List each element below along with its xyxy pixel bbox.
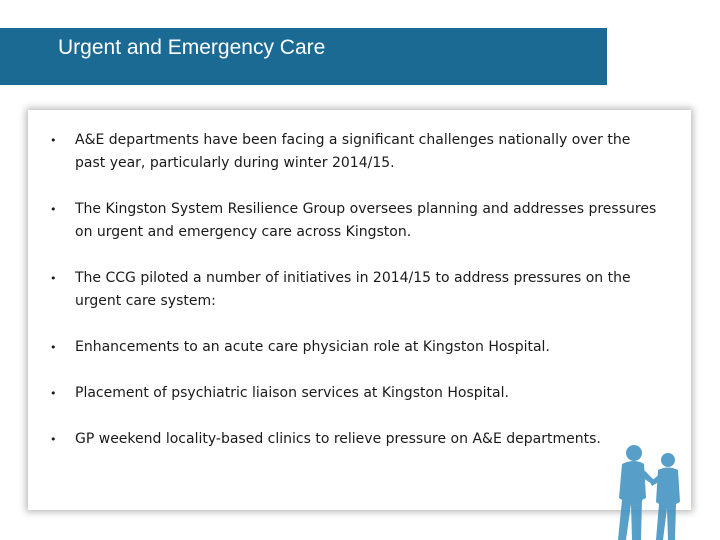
bullet-dot-icon: •: [50, 203, 57, 216]
bullet-text: A&E departments have been facing a significant challenges nationally over the past year, particularly during winter 2014/15.: [75, 132, 631, 171]
bullet-dot-icon: •: [50, 272, 57, 285]
bullet-dot-icon: •: [50, 341, 57, 354]
bullet-text: GP weekend locality-based clinics to relieve pressure on A&E departments.: [75, 431, 601, 447]
bullet-dot-icon: •: [50, 134, 57, 147]
people-talking-icon: [612, 440, 692, 540]
bullet-text: The Kingston System Resilience Group oversees planning and addresses pressures on urgent and emergency care across Kingston.: [75, 201, 657, 240]
slide-title: Urgent and Emergency Care: [58, 36, 326, 59]
bullet-dot-icon: •: [50, 387, 57, 400]
bullet-text: Enhancements to an acute care physician role at Kingston Hospital.: [75, 339, 550, 355]
content-box: [28, 110, 691, 510]
bullet-dot-icon: •: [50, 433, 57, 446]
bullet-text: Placement of psychiatric liaison services at Kingston Hospital.: [75, 385, 509, 401]
bullet-text: The CCG piloted a number of initiatives in 2014/15 to address pressures on the urgent care system:: [75, 270, 631, 309]
